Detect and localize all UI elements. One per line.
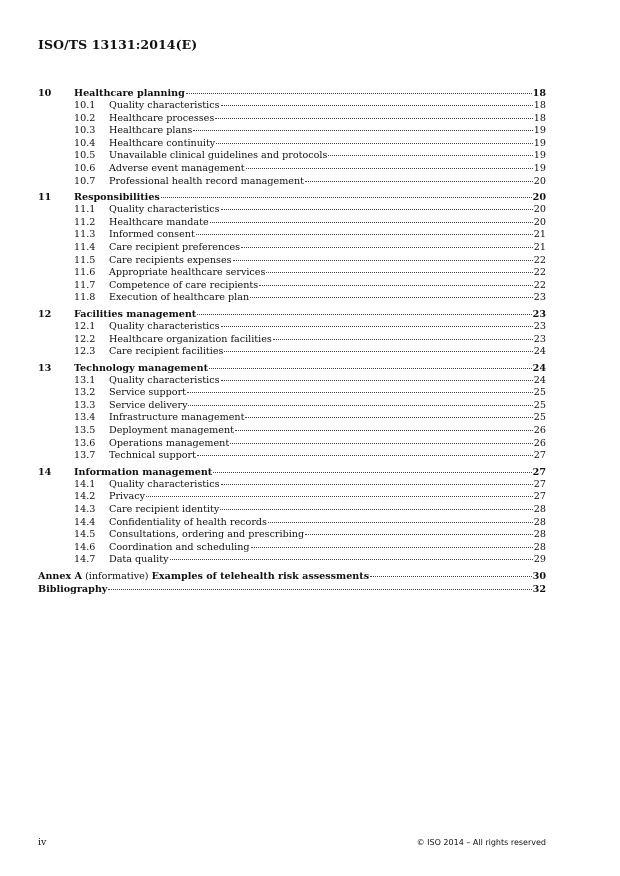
- toc-section: [38, 466, 546, 567]
- dot-leader: [245, 417, 532, 418]
- dot-leader: [197, 455, 533, 456]
- subsection-page-number: 29: [533, 554, 546, 566]
- subsection-page-number: 25: [533, 412, 546, 424]
- annex-label: Annex A: [38, 571, 83, 582]
- section-page-number: 27: [532, 466, 546, 478]
- subsection-title: Appropriate healthcare services: [109, 267, 266, 279]
- subsection-page-number: 21: [533, 241, 546, 253]
- dot-leader: [216, 143, 533, 144]
- subsection-number: 14.1: [74, 478, 96, 490]
- subsection-number: 10.7: [74, 175, 96, 187]
- dot-leader: [273, 339, 533, 340]
- dot-leader: [370, 576, 532, 577]
- subsection-page-number: 23: [533, 333, 546, 345]
- dot-leader: [250, 297, 533, 298]
- toc-subsection-entry[interactable]: [38, 321, 546, 334]
- dot-leader: [305, 534, 533, 535]
- toc-subsection-entry[interactable]: [38, 438, 546, 451]
- toc-subsection-entry[interactable]: [38, 204, 546, 217]
- section-title: Healthcare planning: [74, 88, 185, 99]
- toc-subsection-entry[interactable]: [38, 425, 546, 438]
- subsection-title: Consultations, ordering and prescribing: [109, 529, 305, 541]
- dot-leader: [305, 181, 533, 182]
- section-title: Information management: [74, 466, 213, 478]
- subsection-page-number: 22: [533, 279, 546, 291]
- subsection-page-number: 20: [533, 204, 546, 216]
- subsection-page-number: 18: [533, 112, 546, 124]
- subsection-title: Execution of healthcare plan: [109, 292, 250, 304]
- subsection-title: Quality characteristics: [109, 320, 220, 332]
- toc-subsection-entry[interactable]: [38, 504, 546, 517]
- dot-leader: [161, 197, 532, 198]
- subsection-title: Healthcare organization facilities: [109, 333, 272, 345]
- toc-subsection-entry[interactable]: [38, 400, 546, 413]
- toc-subsection-entry[interactable]: [38, 517, 546, 530]
- bibliography-page-number: 32: [532, 584, 546, 595]
- page-number: iv: [38, 837, 47, 848]
- toc-subsection-entry[interactable]: [38, 479, 546, 492]
- toc-subsection-entry[interactable]: [38, 412, 546, 425]
- toc-subsection-entry[interactable]: [38, 346, 546, 359]
- subsection-number: 11.8: [74, 292, 96, 304]
- toc-bibliography-entry[interactable]: [38, 583, 546, 596]
- dot-leader: [170, 559, 533, 560]
- dot-leader: [259, 285, 533, 286]
- subsection-number: 11.2: [74, 216, 96, 228]
- dot-leader: [210, 222, 533, 223]
- toc-subsection-entry[interactable]: [38, 491, 546, 504]
- subsection-number: 14.4: [74, 516, 96, 528]
- dot-leader: [215, 118, 533, 119]
- subsection-number: 11.1: [74, 204, 96, 216]
- toc-section: [38, 191, 546, 305]
- subsection-number: 10.1: [74, 100, 96, 111]
- subsection-page-number: 24: [533, 374, 546, 386]
- subsection-number: 13.2: [74, 387, 96, 399]
- subsection-title: Service support: [109, 387, 187, 399]
- bibliography-title: Bibliography: [38, 584, 108, 595]
- subsection-title: Coordination and scheduling: [109, 541, 250, 553]
- subsection-page-number: 28: [533, 529, 546, 541]
- subsection-title: Professional health record management: [109, 175, 305, 187]
- section-title: Facilities management: [74, 308, 197, 320]
- annex-page-number: 30: [532, 571, 546, 582]
- subsection-number: 14.7: [74, 554, 96, 566]
- dot-leader: [235, 430, 533, 431]
- subsection-title: Privacy: [109, 491, 146, 503]
- dot-leader: [241, 247, 533, 248]
- toc-section-entry[interactable]: [38, 191, 546, 204]
- dot-leader: [268, 522, 533, 523]
- toc-subsection-entry[interactable]: [38, 242, 546, 255]
- subsection-page-number: 20: [533, 216, 546, 228]
- subsection-title: Unavailable clinical guidelines and protocols: [109, 150, 328, 162]
- subsection-title: Healthcare plans: [109, 125, 193, 137]
- toc-subsection-entry[interactable]: [38, 176, 546, 189]
- toc-section-entry[interactable]: [38, 362, 546, 375]
- subsection-title: Quality characteristics: [109, 478, 220, 490]
- dot-leader: [220, 509, 532, 510]
- subsection-title: Quality characteristics: [109, 204, 220, 216]
- section-number: 10: [38, 88, 52, 99]
- subsection-page-number: 23: [533, 292, 546, 304]
- subsection-page-number: 21: [533, 229, 546, 241]
- subsection-page-number: 24: [533, 346, 546, 358]
- subsection-title: Care recipient facilities: [109, 346, 224, 358]
- dot-leader: [221, 326, 533, 327]
- subsection-page-number: 28: [533, 541, 546, 553]
- toc-subsection-entry[interactable]: [38, 450, 546, 463]
- dot-leader: [209, 368, 532, 369]
- toc-subsection-entry[interactable]: [38, 387, 546, 400]
- subsection-title: Healthcare mandate: [109, 216, 209, 228]
- subsection-title: Competence of care recipients: [109, 279, 259, 291]
- subsection-title: Adverse event management: [109, 162, 245, 174]
- subsection-title: Infrastructure management: [109, 412, 245, 424]
- section-page-number: 20: [532, 192, 546, 204]
- dot-leader: [221, 380, 533, 381]
- subsection-number: 12.2: [74, 333, 96, 345]
- dot-leader: [221, 209, 533, 210]
- dot-leader: [213, 472, 531, 473]
- subsection-number: 11.4: [74, 241, 96, 253]
- section-number: 11: [38, 192, 52, 204]
- subsection-page-number: 27: [533, 450, 546, 462]
- subsection-number: 13.6: [74, 437, 96, 449]
- toc-section: [38, 308, 546, 359]
- section-number: 14: [38, 466, 52, 478]
- subsection-page-number: 20: [533, 175, 546, 187]
- subsection-title: Operations management: [109, 437, 230, 449]
- toc-subsection-entry[interactable]: [38, 138, 546, 151]
- subsection-title: Deployment management: [109, 425, 234, 437]
- toc-subsection-entry[interactable]: [38, 217, 546, 230]
- subsection-number: 13.5: [74, 425, 96, 437]
- dot-leader: [197, 314, 531, 315]
- toc-subsection-entry[interactable]: [38, 229, 546, 242]
- section-title: Technology management: [74, 362, 209, 374]
- subsection-title: Data quality: [109, 554, 169, 566]
- subsection-page-number: 22: [533, 254, 546, 266]
- toc-subsection-entry[interactable]: [38, 113, 546, 126]
- subsection-title: Healthcare continuity: [109, 137, 216, 149]
- dot-leader: [221, 105, 533, 106]
- toc-subsection-entry[interactable]: [38, 292, 546, 305]
- subsection-page-number: 26: [533, 437, 546, 449]
- subsection-number: 14.5: [74, 529, 96, 541]
- dot-leader: [186, 93, 532, 94]
- subsection-number: 11.6: [74, 267, 96, 279]
- subsection-page-number: 18: [533, 100, 546, 111]
- subsection-number: 11.3: [74, 229, 96, 241]
- toc-subsection-entry[interactable]: [38, 375, 546, 388]
- dot-leader: [187, 392, 533, 393]
- subsection-number: 13.7: [74, 450, 96, 462]
- toc-section: [38, 362, 546, 463]
- toc-subsection-entry[interactable]: [38, 255, 546, 268]
- toc-subsection-entry[interactable]: [38, 334, 546, 347]
- section-page-number: 23: [532, 308, 546, 320]
- subsection-number: 12.1: [74, 320, 96, 332]
- document-id-header: ISO/TS 13131:2014(E): [38, 37, 198, 52]
- dot-leader: [251, 547, 533, 548]
- dot-leader: [221, 484, 533, 485]
- subsection-title: Care recipient preferences: [109, 241, 241, 253]
- table-of-contents: [38, 87, 546, 596]
- section-page-number: 18: [532, 88, 546, 99]
- subsection-title: Technical support: [109, 450, 196, 462]
- dot-leader: [196, 234, 533, 235]
- subsection-number: 10.6: [74, 162, 96, 174]
- toc-subsection-entry[interactable]: [38, 163, 546, 176]
- subsection-title: Confidentiality of health records: [109, 516, 267, 528]
- section-page-number: 24: [532, 362, 546, 374]
- toc-subsection-entry[interactable]: [38, 280, 546, 293]
- dot-leader: [328, 155, 532, 156]
- subsection-number: 10.3: [74, 125, 96, 137]
- toc-subsection-entry[interactable]: [38, 150, 546, 163]
- subsection-page-number: 19: [533, 150, 546, 162]
- dot-leader: [230, 443, 533, 444]
- toc-subsection-entry[interactable]: [38, 100, 546, 113]
- subsection-title: Care recipients expenses: [109, 254, 232, 266]
- subsection-number: 14.3: [74, 504, 96, 516]
- subsection-number: 11.7: [74, 279, 96, 291]
- subsection-number: 14.2: [74, 491, 96, 503]
- section-number: 12: [38, 308, 52, 320]
- subsection-title: Service delivery: [109, 399, 188, 411]
- subsection-title: Care recipient identity: [109, 504, 220, 516]
- subsection-page-number: 19: [533, 162, 546, 174]
- subsection-number: 10.4: [74, 137, 96, 149]
- subsection-number: 13.1: [74, 374, 96, 386]
- toc-section-entry[interactable]: [38, 466, 546, 479]
- dot-leader: [233, 260, 533, 261]
- toc-annex-entry[interactable]: [38, 570, 546, 583]
- subsection-page-number: 27: [533, 478, 546, 490]
- subsection-page-number: 27: [533, 491, 546, 503]
- dot-leader: [224, 351, 532, 352]
- subsection-page-number: 28: [533, 516, 546, 528]
- dot-leader: [246, 168, 533, 169]
- subsection-number: 13.3: [74, 399, 96, 411]
- section-title: Responsibilities: [74, 192, 160, 204]
- toc-section-entry[interactable]: [38, 308, 546, 321]
- toc-section-entry[interactable]: [38, 87, 546, 100]
- toc-subsection-entry[interactable]: [38, 529, 546, 542]
- subsection-page-number: 22: [533, 267, 546, 279]
- subsection-page-number: 25: [533, 399, 546, 411]
- toc-subsection-entry[interactable]: [38, 542, 546, 555]
- subsection-page-number: 25: [533, 387, 546, 399]
- subsection-page-number: 26: [533, 425, 546, 437]
- toc-subsection-entry[interactable]: [38, 125, 546, 138]
- toc-subsection-entry[interactable]: [38, 267, 546, 280]
- subsection-page-number: 19: [533, 125, 546, 137]
- annex-title: Examples of telehealth risk assessments: [151, 571, 370, 582]
- toc-subsection-entry[interactable]: [38, 554, 546, 567]
- subsection-title: Quality characteristics: [109, 100, 220, 111]
- subsection-title: Healthcare processes: [109, 112, 215, 124]
- dot-leader: [266, 272, 532, 273]
- subsection-number: 11.5: [74, 254, 96, 266]
- subsection-title: Informed consent: [109, 229, 195, 241]
- subsection-page-number: 19: [533, 137, 546, 149]
- subsection-number: 14.6: [74, 541, 96, 553]
- subsection-number: 10.5: [74, 150, 96, 162]
- subsection-number: 13.4: [74, 412, 96, 424]
- subsection-title: Quality characteristics: [109, 374, 220, 386]
- section-number: 13: [38, 362, 52, 374]
- subsection-page-number: 23: [533, 320, 546, 332]
- dot-leader: [146, 496, 533, 497]
- subsection-page-number: 28: [533, 504, 546, 516]
- annex-qualifier: (informative): [82, 571, 152, 582]
- subsection-number: 10.2: [74, 112, 96, 124]
- toc-section: [38, 87, 546, 188]
- copyright-notice: © ISO 2014 – All rights reserved: [416, 838, 546, 847]
- subsection-number: 12.3: [74, 346, 96, 358]
- dot-leader: [188, 405, 532, 406]
- dot-leader: [108, 589, 531, 590]
- dot-leader: [193, 130, 532, 131]
